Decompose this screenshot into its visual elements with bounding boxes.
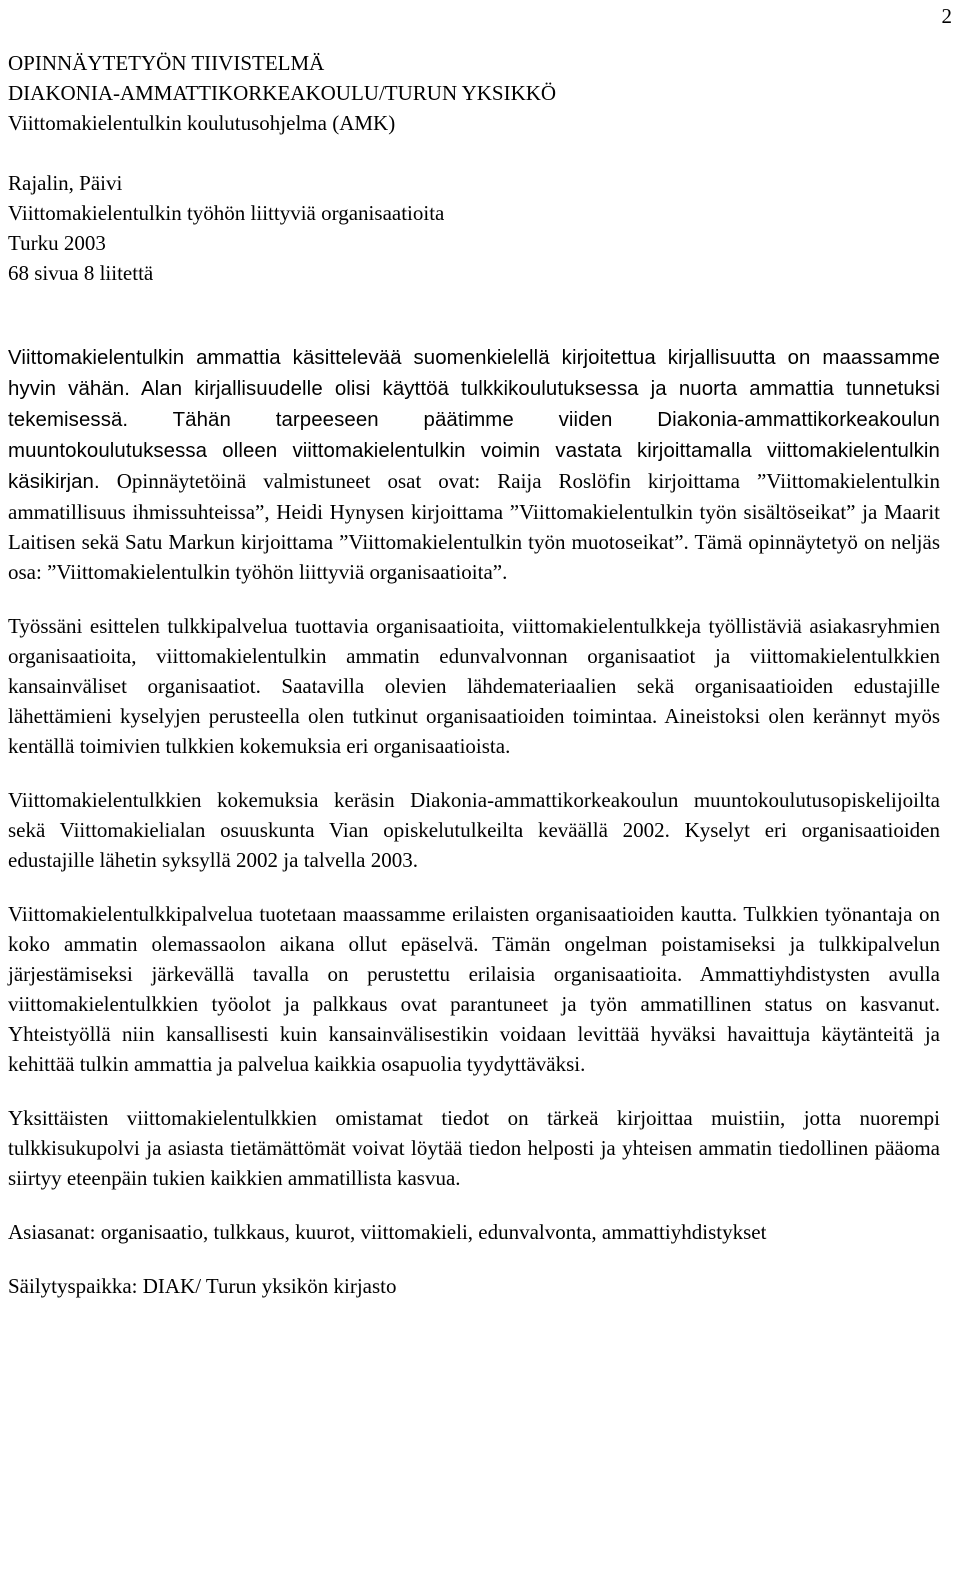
abstract-paragraph-1 — [8, 342, 940, 587]
abstract-paragraph-5: Yksittäisten viittomakielentulkkien omistamat tiedot on tärkeä kirjoittaa muistiin, jotta nuorempi tulkkisukupolvi ja asiasta tietämättömät voivat löytää tiedon helposti ja yhteisen ammatin tiedollinen pääoma siirtyy eteenpäin tukien kaikkien ammatillista kasvua. — [8, 1106, 940, 1190]
thesis-metadata — [8, 168, 940, 288]
abstract-paragraph-4: Viittomakielentulkkipalvelua tuotetaan maassamme erilaisten organisaatioiden kautta. Tulkkien työnantaja on koko ammatin olemassaolon aikana ollut epäselvä. Tämän ongelman poistamiseksi ja tulkkipalvelun järjestämiseksi järkevällä tavalla on perustettu erilaisia organisaatioita. Ammattiyhdistysten avulla viittomakielentulkkien työolot ja palkkaus ovat parantuneet ja työn ammatillinen status on kasvanut. Yhteistyöllä niin kansallisesti kuin kansainvälisestikin voidaan levittää hyväksi havaittuja käytänteitä ja kehittää tulkin ammattia ja palvelua kaikkia osapuolia tyydyttäväksi. — [8, 902, 940, 1076]
keywords: Asiasanat: organisaatio, tulkkaus, kuurot, viittomakieli, edunvalvonta, ammattiyhdistykset — [8, 1220, 767, 1244]
abstract-header — [8, 48, 940, 138]
abstract-paragraph-2: Työssäni esittelen tulkkipalvelua tuottavia organisaatioita, viittomakielentulkkeja työllistäviä asiakasryhmien organisaatioita, viittomakielentulkin ammatin edunvalvonnan organisaatiot ja viittomakielentulkkien kansainväliset organisaatiot. Saatavilla olevien lähdemateriaalien sekä organisaatioiden edustajille lähettämieni kyselyjen perusteella olen tutkinut organisaatioiden toimintaa. Aineistoksi olen kerännyt myös kentällä toimivien tulkkien kokemuksia eri organisaatioista. — [8, 614, 940, 758]
abstract-paragraph-1-sans: Viittomakielentulkin ammattia käsittelevää suomenkielellä kirjoitettua kirjallisuutta on maassamme hyvin vähän. Alan kirjallisuudelle olisi käyttöä tulkkikoulutuksessa ja nuorta ammattia tunnetuksi tekemisessä. Tähän tarpeeseen päätimme viiden Diakonia-ammattikorkeakoulun muuntokoulutuksessa olleen viittomakielentulkin voimin vastata kirjoittamalla viittomakielentulkin käsikirjan. — [8, 347, 940, 493]
storage-location: Säilytyspaikka: DIAK/ Turun yksikön kirjasto — [8, 1274, 397, 1298]
abstract-page — [8, 48, 940, 1301]
abstract-title: OPINNÄYTETYÖN TIIVISTELMÄ — [8, 51, 325, 75]
institution-name: DIAKONIA-AMMATTIKORKEAKOULU/TURUN YKSIKKÖ — [8, 81, 557, 105]
page-number: 2 — [941, 4, 952, 28]
author-name: Rajalin, Päivi — [8, 171, 123, 195]
page-count: 68 sivua 8 liitettä — [8, 261, 154, 285]
thesis-title: Viittomakielentulkin työhön liittyviä organisaatioita — [8, 201, 445, 225]
abstract-paragraph-3: Viittomakielentulkkien kokemuksia keräsin Diakonia-ammattikorkeakoulun muuntokoulutusopiskelijoilta sekä Viittomakielialan osuuskunta Vian opiskelutulkeilta keväällä 2002. Kyselyt eri organisaatioiden edustajille lähetin syksyllä 2002 ja talvella 2003. — [8, 788, 940, 872]
place-year: Turku 2003 — [8, 231, 106, 255]
degree-programme: Viittomakielentulkin koulutusohjelma (AMK) — [8, 111, 396, 135]
abstract-paragraph-1-serif: Opinnäytetöinä valmistuneet osat ovat: Raija Roslöfin kirjoittama ”Viittomakielentulkin ammatillisuus ihmissuhteissa”, Heidi Hynysen kirjoittama ”Viittomakielentulkin työn sisältöseikat” ja Maarit Laitisen sekä Satu Markun kirjoittama ”Viittomakielentulkin työn muotoseikat”. Tämä opinnäytetyö on neljäs osa: ”Viittomakielentulkin työhön liittyviä organisaatioita”. — [8, 469, 940, 584]
